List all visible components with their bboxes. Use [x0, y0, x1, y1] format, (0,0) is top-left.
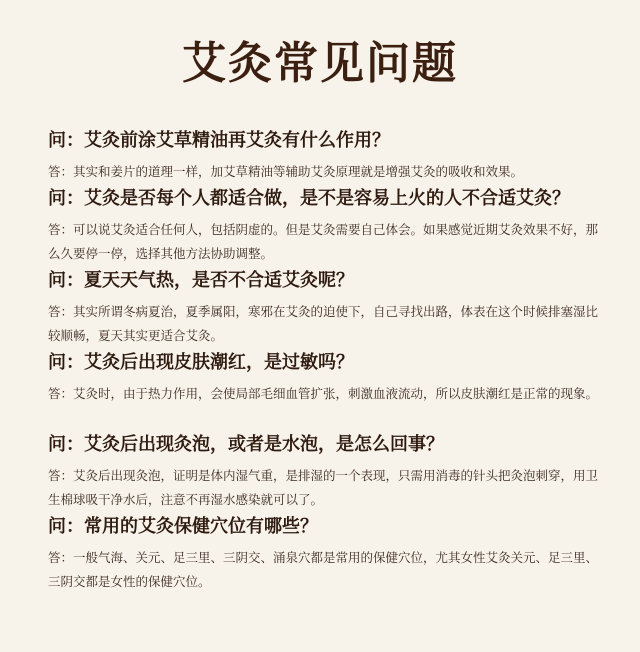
faq-question: 问：夏天天气热，是否不合适艾灸呢？ — [48, 270, 354, 291]
faq-question: 问：艾灸前涂艾草精油再艾灸有什么作用？ — [48, 130, 390, 151]
faq-item — [48, 350, 608, 406]
faq-item — [48, 268, 608, 348]
faq-item — [48, 514, 608, 594]
faq-answer: 答：其实和姜片的道理一样，加艾草精油等辅助艾灸原理就是增强艾灸的吸收和效果。 — [48, 164, 524, 179]
faq-item — [48, 186, 608, 266]
faq-answer: 答：其实所谓冬病夏治，夏季属阳，寒邪在艾灸的迫使下，自己寻找出路，体表在这个时候排塞湿比较顺畅，夏天其实更适合艾灸。 — [48, 304, 599, 343]
faq-question: 问：常用的艾灸保健穴位有哪些？ — [48, 516, 318, 537]
faq-item — [48, 432, 608, 512]
faq-answer: 答：艾灸后出现灸泡，证明是体内湿气重，是排湿的一个表现，只需用消毒的针头把灸泡刺穿，用卫生棉球吸干净水后，注意不再湿水感染就可以了。 — [48, 468, 599, 507]
faq-question: 问：艾灸是否每个人都适合做，是不是容易上火的人不合适艾灸？ — [48, 188, 570, 209]
faq-question: 问：艾灸后出现灸泡，或者是水泡，是怎么回事？ — [48, 434, 444, 455]
faq-answer: 答：艾灸时，由于热力作用，会使局部毛细血管扩张，刺激血液流动，所以皮肤潮红是正常的现象。 — [48, 386, 599, 401]
faq-item — [48, 128, 608, 184]
page-title: 艾灸常见问题 — [182, 38, 458, 89]
faq-question: 问：艾灸后出现皮肤潮红，是过敏吗？ — [48, 352, 354, 373]
faq-answer: 答：可以说艾灸适合任何人，包括阴虚的。但是艾灸需要自己体会。如果感觉近期艾灸效果不好，那么久要停一停，选择其他方法协助调整。 — [48, 222, 599, 261]
faq-answer: 答：一般气海、关元、足三里、三阴交、涌泉穴都是常用的保健穴位，尤其女性艾灸关元、足三里、三阴交都是女性的保健穴位。 — [48, 550, 599, 589]
